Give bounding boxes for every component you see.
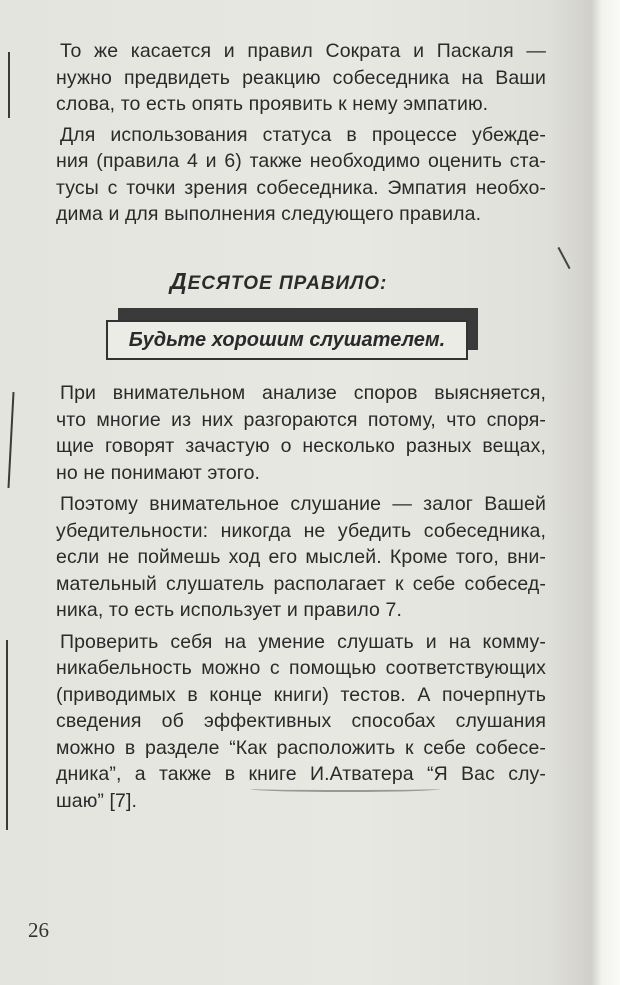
text-line: дима и для выполнения следующего правила. bbox=[56, 203, 482, 225]
rule-box: Будьте хорошим слушателем. bbox=[106, 320, 468, 360]
text-line: ника, то есть использует и правило 7. bbox=[56, 599, 402, 621]
text-line: но не понимают этого. bbox=[56, 461, 261, 484]
text-line: никабельность можно с помощью соответствующих bbox=[56, 657, 546, 679]
text-line: То же касается и правил Сократа и Паскаля — bbox=[60, 40, 546, 62]
text-line: нужно предвидеть реакцию собеседника на Ваши bbox=[56, 66, 546, 89]
text-line: сведения об эффективных способах слушания bbox=[56, 710, 546, 732]
pencil-underline bbox=[250, 786, 440, 792]
margin-mark-bottom bbox=[6, 640, 8, 830]
text-line: Поэтому внимательное слушание — залог Вашей bbox=[60, 493, 546, 515]
paragraph bbox=[56, 491, 546, 624]
text-line: При внимательном анализе споров выясняется, bbox=[60, 382, 546, 404]
text-line: если не поймешь ход его мыслей. Кроме того, вни- bbox=[56, 546, 546, 568]
margin-mark-top bbox=[8, 52, 10, 118]
text-line: шаю” [7]. bbox=[56, 789, 138, 812]
text-line: ния (правила 4 и 6) также необходимо оценить ста- bbox=[56, 150, 546, 172]
text-line: Проверить себя на умение слушать и на комму- bbox=[60, 630, 546, 653]
page-number: 26 bbox=[28, 918, 49, 942]
paragraph bbox=[56, 380, 546, 486]
text-line: слова, то есть опять проявить к нему эмпатию. bbox=[56, 93, 489, 115]
text-line: Для использования статуса в процессе убежде- bbox=[60, 123, 546, 146]
heading-first-letter: Д bbox=[170, 268, 188, 294]
text-line: убедительности: никогда не убедить собеседника, bbox=[56, 519, 546, 542]
heading-rest: ЕСЯТОЕ ПРАВИЛО: bbox=[187, 273, 388, 294]
section-heading bbox=[170, 268, 387, 295]
text-block-bottom bbox=[56, 380, 546, 814]
paragraph bbox=[56, 122, 546, 228]
text-line: тусы с точки зрения собеседника. Эмпатия необхо- bbox=[56, 176, 546, 199]
text-line: что многие из них разгораются потому, что споря- bbox=[56, 408, 546, 431]
page-edge bbox=[592, 0, 620, 985]
text-line: мательный слушатель располагает к себе собесед- bbox=[56, 572, 546, 595]
text-block-top bbox=[56, 38, 546, 228]
text-line: щие говорят зачастую о несколько разных вещах, bbox=[56, 435, 546, 457]
paragraph bbox=[56, 38, 546, 118]
text-line: дника”, а также в книге И.Атватера “Я Вас слу- bbox=[56, 763, 546, 785]
text-line: (приводимых в конце книги) тестов. А почерпнуть bbox=[56, 683, 546, 706]
text-line: можно в разделе “Как расположить к себе собесе- bbox=[56, 736, 546, 759]
